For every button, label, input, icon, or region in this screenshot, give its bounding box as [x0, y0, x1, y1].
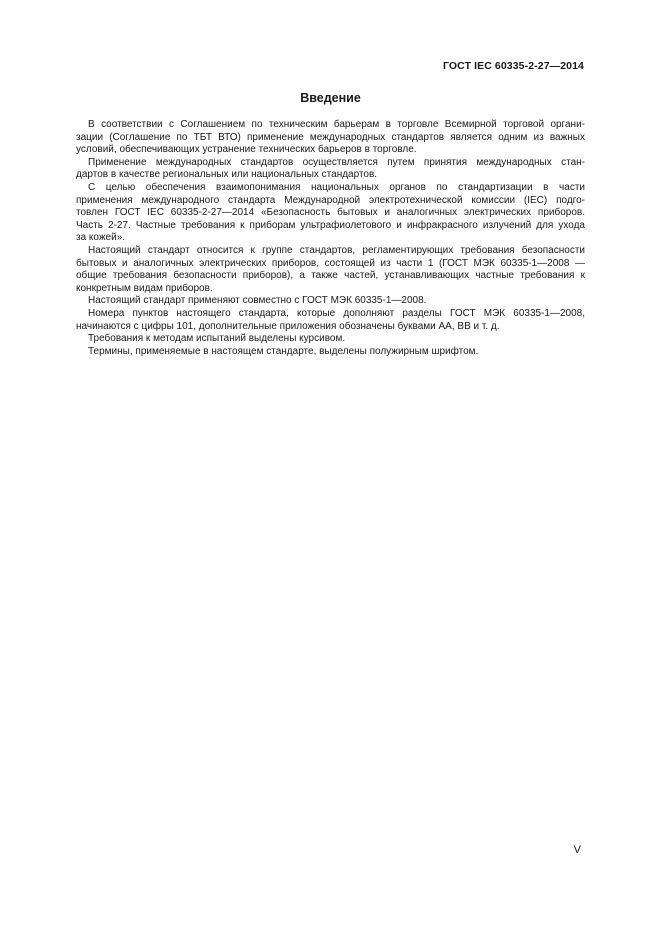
paragraph — [76, 295, 585, 308]
text-line: за кожей». — [76, 232, 126, 244]
paragraph — [76, 119, 585, 157]
text-line: дартов в качестве региональных или национальных стандартов. — [76, 169, 378, 181]
text-line: условий, обеспечивающих устранение технических барьеров в торговле. — [76, 144, 417, 156]
page-number: V — [573, 844, 581, 856]
text-line: общие требования безопасности приборов), а также частей, устанавливающих частные требования к — [76, 270, 585, 282]
paragraph — [76, 333, 585, 346]
paragraph — [76, 245, 585, 295]
text-line: начинаются с цифры 101, дополнительные приложения обозначены буквами АА, ВВ и т. д. — [76, 320, 500, 332]
text-line: С целью обеспечения взаимопонимания национальных органов по стандартизации в части — [88, 181, 585, 193]
text-line: Настоящий стандарт относится к группе стандартов, регламентирующих требования безопасности — [88, 244, 585, 256]
paragraph — [76, 182, 585, 245]
text-line: Часть 2-27. Частные требования к приборам ультрафиолетового и инфракрасного излучений для ухода — [76, 219, 585, 231]
body-text — [76, 119, 585, 358]
paragraph — [76, 308, 585, 333]
section-title: Введение — [300, 91, 361, 105]
text-line: бытовых и аналогичных электрических приборов, состоящей из части 1 (ГОСТ МЭК 60335-1—2008 — — [76, 257, 585, 269]
text-line: применения международного стандарта Международной электротехнической комиссии (IEC) подго- — [76, 194, 585, 206]
text-line: товлен ГОСТ IEC 60335-2-27—2014 «Безопасность бытовых и аналогичных электрических приборов. — [76, 207, 585, 219]
text-line: Применение международных стандартов осуществляется путем принятия международных стан- — [88, 156, 585, 168]
text-line: конкретным видам приборов. — [76, 282, 213, 294]
text-line: Требования к методам испытаний выделены курсивом. — [88, 333, 346, 345]
paragraph — [76, 157, 585, 182]
text-line: зации (Соглашение по ТБТ ВТО) применение международных стандартов является одним из важных — [76, 131, 585, 143]
text-line: В соответствии с Соглашением по техническим барьерам в торговле Всемирной торговой органи- — [88, 119, 585, 130]
text-line: Термины, применяемые в настоящем стандарте, выделены полужирным шрифтом. — [88, 345, 479, 357]
paragraph — [76, 346, 585, 359]
text-line: Номера пунктов настоящего стандарта, которые дополняют разделы ГОСТ МЭК 60335-1—2008, — [88, 307, 585, 319]
text-line: Настоящий стандарт применяют совместно с ГОСТ МЭК 60335-1—2008. — [88, 295, 427, 307]
document-code-header: ГОСТ IEC 60335-2-27—2014 — [442, 60, 584, 72]
